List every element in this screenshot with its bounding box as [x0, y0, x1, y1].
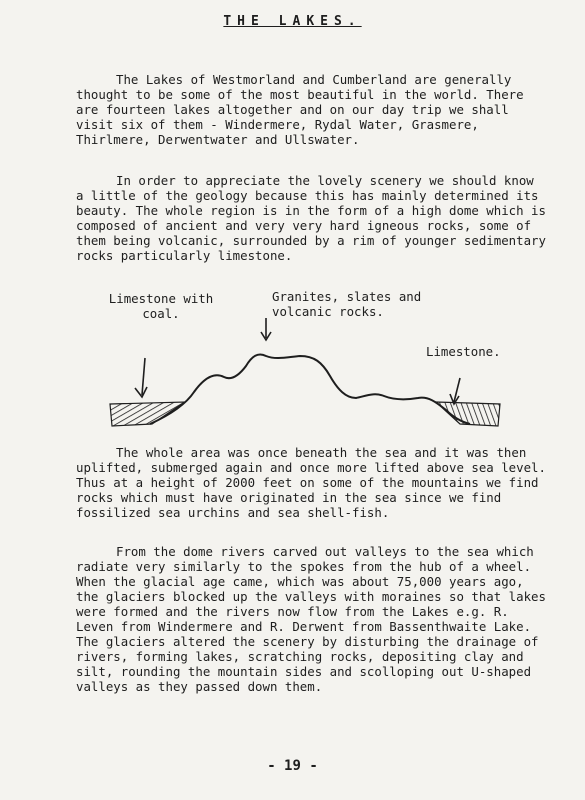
limestone-coal-left-layer	[110, 402, 185, 426]
page-title: THE LAKES.	[223, 14, 362, 29]
arrow-left-shaft	[142, 358, 145, 395]
paragraph-geology: In order to appreciate the lovely scenery we should know a little of the geology because this has mainly determined its beauty. The whole region is in the form of a high dome which is composed of ancient and very very hard igneous rocks, some of them being volcanic, surrounded by a rim of younger sedimentary rocks particularly limestone.	[76, 173, 546, 263]
label-limestone-with-coal: Limestone with coal.	[108, 291, 214, 321]
page-number: - 19 -	[267, 758, 318, 774]
dome-profile-line	[150, 354, 470, 424]
limestone-right-layer	[436, 402, 500, 426]
paragraph-sea-history: The whole area was once beneath the sea and it was then uplifted, submerged again and once more lifted above sea level. Thus at a height of 2000 feet on some of the mountains we find rocks which must have originated in the sea since we find fossilized sea urchins and sea shell-fish.	[76, 445, 546, 520]
label-granites-slates-volcanic: Granites, slates and volcanic rocks.	[272, 289, 422, 319]
label-limestone: Limestone.	[426, 344, 501, 359]
paragraph-rivers-glaciers: From the dome rivers carved out valleys to the sea which radiate very similarly to the spokes from the hub of a wheel. When the glacial age came, which was about 75,000 years ago, the glaciers blocked up the valleys with moraines so that lakes were formed and the rivers now flow from the Lakes e.g. R. Leven from Windermere and R. Derwent from Bassenthwaite Lake. The glaciers altered the scenery by disturbing the drainage of rivers, forming lakes, scratching rocks, depositing clay and silt, rounding the mountain sides and scolloping out U-shaped valleys as they passed down them.	[76, 544, 546, 694]
paragraph-intro: The Lakes of Westmorland and Cumberland are generally thought to be some of the most beautiful in the world. There are fourteen lakes altogether and on our day trip we shall visit six of them - Windermere, Rydal Water, Grasmere, Thirlmere, Derwentwater and Ullswater.	[76, 72, 524, 147]
arrow-left-head	[135, 387, 147, 397]
